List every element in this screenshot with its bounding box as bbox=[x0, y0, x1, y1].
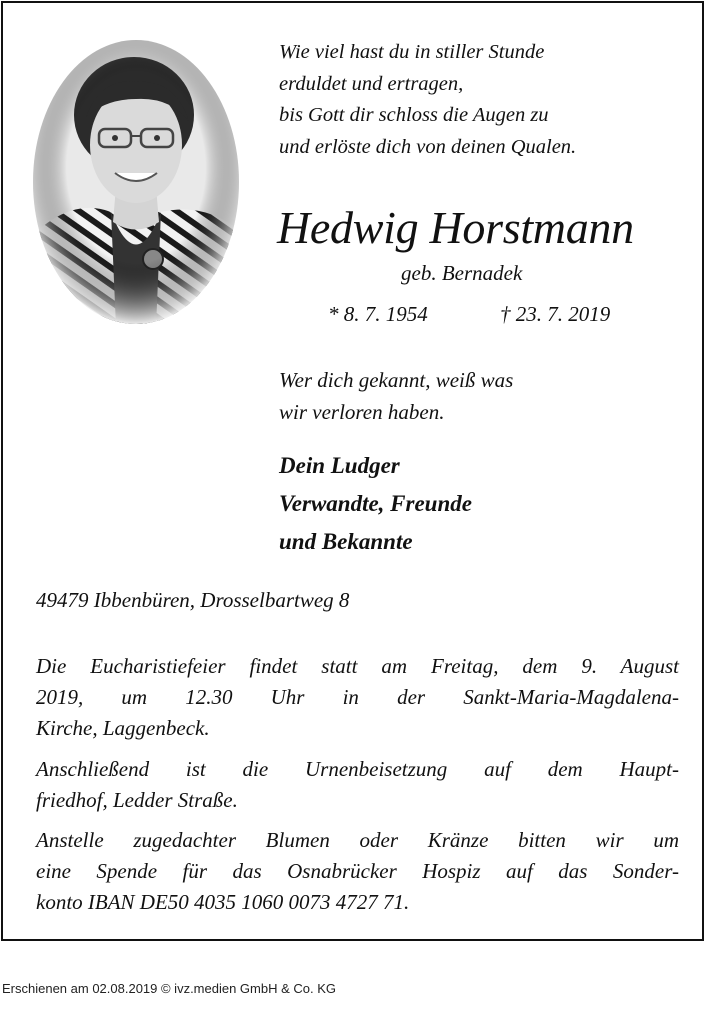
death-date: † 23. 7. 2019 bbox=[500, 302, 611, 326]
poem bbox=[279, 37, 689, 163]
info-line: eine Spende für das Osnabrücker Hospiz auf das Sonder- bbox=[36, 859, 679, 884]
service-info bbox=[36, 651, 679, 745]
mourners bbox=[279, 447, 472, 561]
poem-line: und erlöste dich von deinen Qualen. bbox=[279, 135, 577, 158]
info-line: Die Eucharistiefeier findet statt am Freitag, dem 9. August bbox=[36, 654, 679, 678]
birth-name: geb. Bernadek bbox=[401, 261, 523, 285]
info-line: Kirche, Laggenbeck. bbox=[36, 716, 210, 741]
poem-line: Wie viel hast du in stiller Stunde bbox=[279, 41, 545, 63]
obituary-frame bbox=[1, 1, 704, 941]
poem-line: erduldet und ertragen, bbox=[279, 72, 464, 95]
birth-date: * 8. 7. 1954 bbox=[328, 302, 428, 326]
address: 49479 Ibbenbüren, Drosselbartweg 8 bbox=[36, 588, 350, 612]
donation-info bbox=[36, 825, 679, 919]
burial-info bbox=[36, 754, 679, 816]
info-line: Anstelle zugedachter Blumen oder Kränze bitten wir um bbox=[36, 828, 679, 852]
info-line: konto IBAN DE50 4035 1060 0073 4727 71. bbox=[36, 890, 410, 915]
deceased-name: Hedwig Horstmann bbox=[277, 202, 634, 253]
mourner-line: Dein Ludger bbox=[279, 453, 400, 478]
info-line: Anschließend ist die Urnenbeisetzung auf dem Haupt- bbox=[36, 757, 679, 781]
mourner-line: Verwandte, Freunde bbox=[279, 491, 472, 516]
quote-line: wir verloren haben. bbox=[279, 399, 445, 424]
publication-footer: Erschienen am 02.08.2019 © ivz.medien GmbH & Co. KG bbox=[2, 981, 337, 996]
poem-line: bis Gott dir schloss die Augen zu bbox=[279, 104, 549, 126]
quote-line: Wer dich gekannt, weiß was bbox=[279, 368, 514, 392]
info-line: friedhof, Ledder Straße. bbox=[36, 788, 238, 813]
portrait-photo bbox=[31, 37, 241, 327]
quote bbox=[279, 365, 513, 428]
mourner-line: und Bekannte bbox=[279, 529, 413, 554]
info-line: 2019, um 12.30 Uhr in der Sankt-Maria-Magdalena- bbox=[36, 685, 679, 710]
